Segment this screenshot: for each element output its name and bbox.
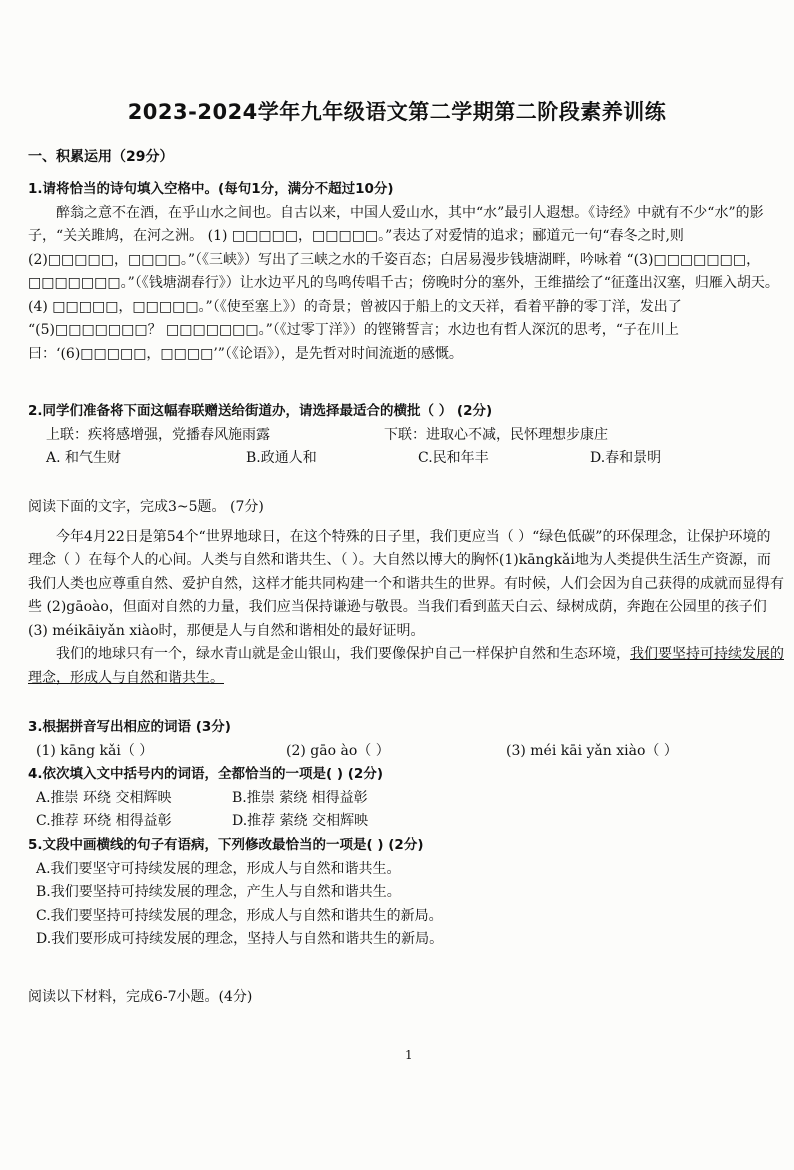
q4-option-a: A.推崇 环绕 交相辉映 (36, 789, 172, 806)
q2-lower: 下联：进取心不减，民怀理想步康庄 (384, 426, 608, 443)
q4-stem: 4.依次填入文中括号内的词语，全都恰当的一项是( ) (2分) (28, 766, 383, 782)
q2-couplet (28, 424, 784, 448)
q2-option-d: D.春和景明 (590, 450, 662, 466)
q4-options-row-2 (28, 810, 784, 834)
question-4 (28, 763, 784, 834)
q2-upper: 上联：疾将感增强，党播春风施雨露 (46, 426, 270, 443)
q2-option-a: A. 和气生财 (46, 450, 122, 466)
reading-1-p2 (28, 643, 784, 690)
q5-option-d: D.我们要形成可持续发展的理念，坚持人与自然和谐共生的新局。 (36, 931, 444, 947)
page-title: 2023-2024学年九年级语文第二学期第二阶段素养训练 (127, 100, 667, 124)
q5-option-c: C.我们要坚持可持续发展的理念，形成人与自然和谐共生的新局。 (36, 907, 443, 924)
q2-option-c: C.民和年丰 (418, 450, 489, 466)
q2-stem: 2.同学们准备将下面这幅春联赠送给街道办，请选择最适合的横批（ ） (2分) (28, 403, 493, 419)
q4-option-b: B.推崇 萦绕 相得益彰 (232, 789, 368, 806)
q3-stem: 3.根据拼音写出相应的词语 (3分) (28, 719, 231, 735)
q4-option-c: C.推荐 环绕 相得益彰 (36, 813, 172, 829)
reading-2 (28, 986, 784, 1010)
q1-stem: 1.请将恰当的诗句填入空格中。(每句1分，满分不超过10分) (28, 181, 394, 197)
reading-1-p1: 今年4月22日是第54个“世界地球日，在这个特殊的日子里，我们更应当（ ）“绿色低碳”的环保理念，让保护环境的理念（ ）在每个人的心间。人类与自然和谐共生、（ ）。大自然以博大的胸怀(1)kāngkǎi地为人类提供生活生产资源，而我们人类也应尊重自然、爱护自然，这样才能共同构建一个和谐共生的世界。有时候，人们会因为自己获得的成就而显得有些 (2)gāoào，但面对自然的力量，我们应当保持谦逊与敬畏。当我们看到蓝天白云、绿树成荫，奔跑在公园里的孩子们 (3) méikāiyǎn xiào时，那便是人与自然和谐相处的最好证明。 (28, 528, 784, 639)
q3-items (28, 740, 784, 764)
page-number: 1 (405, 1048, 413, 1062)
question-2 (28, 400, 784, 471)
q3-item-2: (2) gāo ào（ ） (286, 742, 390, 759)
underlined-sentence: 我们要坚持可持续发展的理念，形成人与自然和谐共生。 (28, 646, 784, 686)
q5-option-b: B.我们要坚持可持续发展的理念，产生人与自然和谐共生。 (36, 884, 401, 900)
q5-option-a: A.我们要坚守可持续发展的理念，形成人与自然和谐共生。 (36, 860, 401, 877)
section-1-title: 一、积累运用（29分） (28, 149, 174, 165)
q4-option-d: D.推荐 萦绕 交相辉映 (232, 813, 369, 829)
section-heading (28, 146, 784, 170)
question-1 (28, 178, 784, 366)
reading-2-stem: 阅读以下材料，完成6-7小题。(4分) (28, 989, 253, 1005)
reading-1 (28, 496, 784, 690)
reading-1-stem: 阅读下面的文字，完成3~5题。 (7分) (28, 499, 264, 515)
question-5 (28, 834, 784, 952)
q1-passage: 醉翁之意不在酒，在乎山水之间也。自古以来，中国人爱山水，其中“水”最引人遐想。《诗经》中就有不少“水”的影子，“关关雎鸠，在河之洲。 (1) □□□□□，□□□□□。”表达了对爱情的追求；郦道元一句“春冬之时,则 (2)□□□□□，□□□□。”（《三峡》）写出了三峡之水的千姿百态；白居易漫步钱塘湖畔，吟咏着 “(3)□□□□□□□，□□□□□□□。”（《钱塘湖春行》）让水边平凡的鸟鸣传唱千古；傍晚时分的塞外，王维描绘了“征蓬出汉塞，归雁入胡天。 (4) □□□□□，□□□□□。”（《使至塞上》）的奇景；曾被囚于船上的文天祥，看着平静的零丁洋，发出了 “(5)□□□□□□□？ □□□□□□□。”（《过零丁洋》）的铿锵誓言；水边也有哲人深沉的思考，“子在川上曰：‘(6)□□□□□，□□□□’”（《论语》），是先哲对时间流逝的感慨。 (28, 204, 779, 362)
q2-options (28, 447, 784, 471)
reading-1-p2-text: 我们的地球只有一个，绿水青山就是金山银山，我们要像保护自己一样保护自然和生态环境， (56, 646, 630, 662)
q5-stem: 5.文段中画横线的句子有语病，下列修改最恰当的一项是( ) (2分) (28, 837, 424, 853)
q2-option-b: B.政通人和 (246, 450, 317, 466)
q3-item-1: (1) kāng kǎi（ ） (36, 742, 154, 759)
q3-item-3: (3) méi kāi yǎn xiào（ ） (506, 742, 678, 759)
q4-options-row-1 (28, 787, 784, 811)
question-3 (28, 716, 784, 763)
